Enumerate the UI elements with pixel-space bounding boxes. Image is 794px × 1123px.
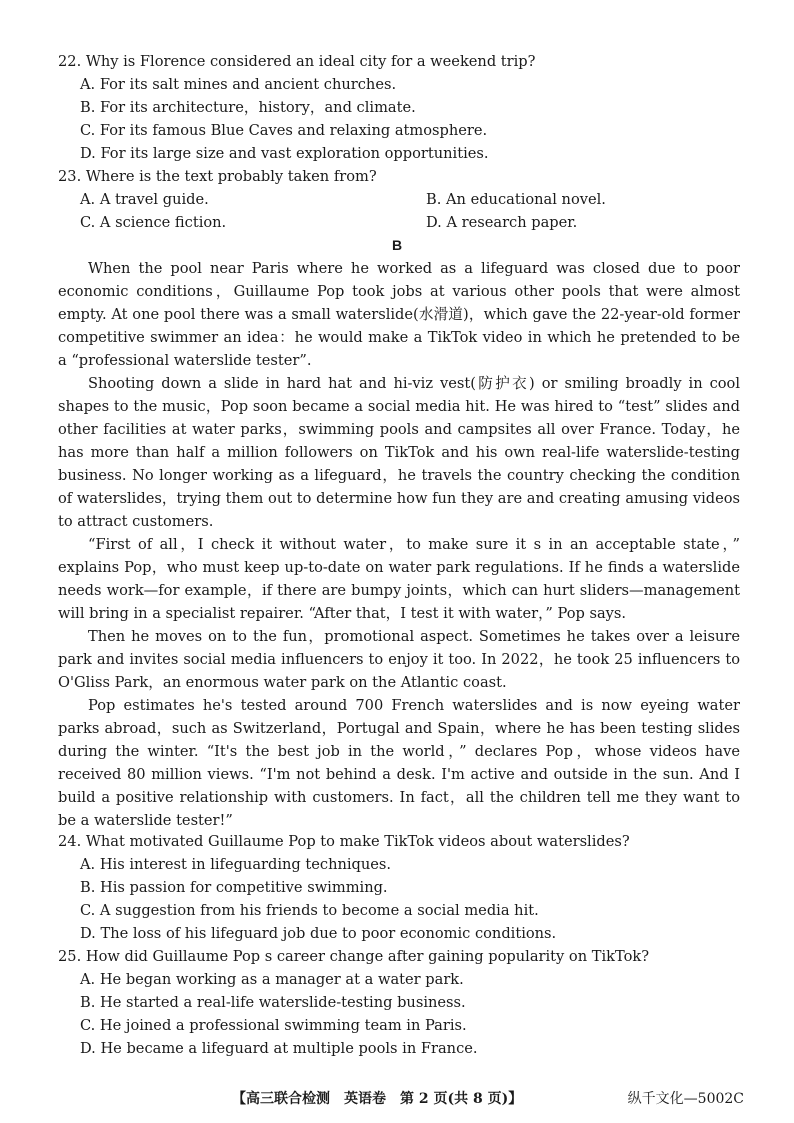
- question-23-option-d: D. A research paper.: [426, 214, 578, 231]
- question-22-option-a: A. For its salt mines and ancient churches.: [80, 76, 397, 93]
- question-25-stem: 25. How did Guillaume Pop s career change after gaining popularity on TikTok?: [58, 948, 650, 965]
- question-22-option-b: B. For its architecture，history，and climate.: [80, 99, 416, 116]
- section-b-heading: B: [391, 237, 403, 253]
- question-25-option-d: D. He became a lifeguard at multiple pools in France.: [80, 1040, 478, 1057]
- footer-publisher-code: 纵千文化—5002C: [627, 1091, 744, 1107]
- question-23-option-b: B. An educational novel.: [426, 191, 606, 208]
- question-25-option-b: B. He started a real-life waterslide-testing business.: [80, 994, 466, 1011]
- question-22-stem: 22. Why is Florence considered an ideal city for a weekend trip?: [58, 53, 536, 70]
- question-23-option-c: C. A science fiction.: [80, 214, 227, 231]
- passage-paragraph-4: Then he moves on to the fun，promotional aspect. Sometimes he takes over a leisure park and invites social media influencers to enjoy it too. In 2022，he took 25 influencers to O'Gliss Park，an enormous water park on the Atlantic coast.: [58, 628, 740, 691]
- question-24-option-a: A. His interest in lifeguarding techniques.: [80, 856, 392, 873]
- question-23-stem: 23. Where is the text probably taken from?: [58, 168, 377, 185]
- footer-exam-info: 【高三联合检测 英语卷 第 2 页(共 8 页)】: [232, 1091, 523, 1107]
- question-24-stem: 24. What motivated Guillaume Pop to make TikTok videos about waterslides?: [58, 833, 630, 850]
- passage-paragraph-5: Pop estimates he's tested around 700 French waterslides and is now eyeing water parks abroad，such as Switzerland，Portugal and Spain，where he has been testing slides during the winter. “It's the best job in the world，” declares Pop，whose videos have received 80 million views. “I'm not behind a desk. I'm active and outside in the sun. And I build a positive relationship with customers. In fact，all the children tell me they want to be a waterslide tester!”: [58, 697, 740, 829]
- section-b-passage: [58, 257, 740, 832]
- question-22-option-d: D. For its large size and vast exploration opportunities.: [80, 145, 489, 162]
- page-footer: [0, 1087, 794, 1111]
- question-23-option-a: A. A travel guide.: [80, 191, 209, 208]
- passage-paragraph-3: “First of all，I check it without water，to make sure it s in an acceptable state，” explains Pop，who must keep up-to-date on water park regulations. If he finds a waterslide needs work—for example，if there are bumpy joints，which can hurt sliders—management will bring in a specialist repairer. “After that，I test it with water，” Pop says.: [58, 536, 740, 622]
- question-25-option-a: A. He began working as a manager at a water park.: [80, 971, 464, 988]
- passage-paragraph-2: Shooting down a slide in hard hat and hi-viz vest(防护衣) or smiling broadly in cool shapes to the music，Pop soon became a social media hit. He was hired to “test” slides and other facilities at water parks，swimming pools and campsites all over France. Today，he has more than half a million followers on TikTok and his own real-life waterslide-testing business. No longer working as a lifeguard，he travels the country checking the condition of waterslides，trying them out to determine how fun they are and creating amusing videos to attract customers.: [58, 375, 740, 530]
- question-25-option-c: C. He joined a professional swimming team in Paris.: [80, 1017, 467, 1034]
- question-24-option-b: B. His passion for competitive swimming.: [80, 879, 388, 896]
- question-22-option-c: C. For its famous Blue Caves and relaxing atmosphere.: [80, 122, 488, 139]
- question-24-option-d: D. The loss of his lifeguard job due to poor economic conditions.: [80, 925, 557, 942]
- question-24-option-c: C. A suggestion from his friends to become a social media hit.: [80, 902, 539, 919]
- passage-paragraph-1: When the pool near Paris where he worked as a lifeguard was closed due to poor economic conditions，Guillaume Pop took jobs at various other pools that were almost empty. At one pool there was a small waterslide(水滑道)，which gave the 22-year-old former competitive swimmer an idea：he would make a TikTok video in which he pretended to be a “professional waterslide tester”.: [58, 260, 740, 369]
